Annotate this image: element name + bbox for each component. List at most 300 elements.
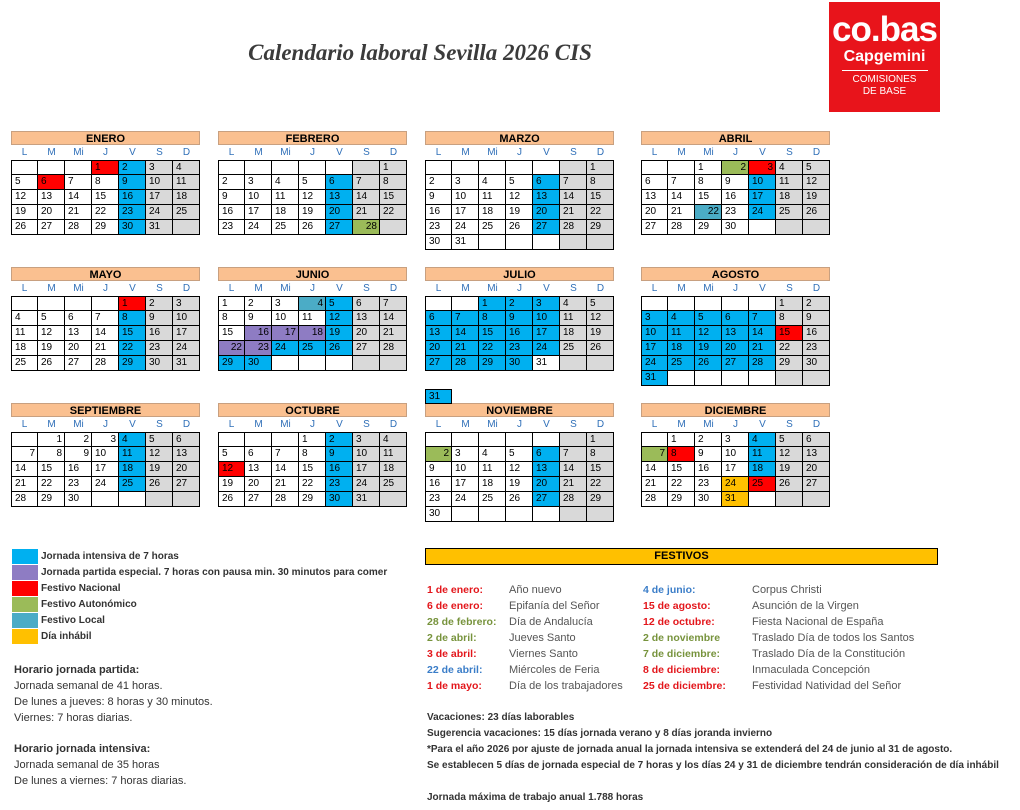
day-cell: 15 bbox=[119, 326, 146, 341]
day-grid bbox=[11, 432, 200, 507]
empty-day-cell bbox=[641, 160, 668, 175]
day-cell: 10 bbox=[92, 447, 119, 462]
day-cell: 13 bbox=[245, 462, 272, 477]
empty-day-cell bbox=[425, 296, 452, 311]
day-cell: 28 bbox=[353, 220, 380, 235]
day-cell: 7 bbox=[353, 175, 380, 190]
weekday-label: V bbox=[336, 283, 343, 294]
weekday-header bbox=[218, 145, 407, 160]
festivo-row bbox=[643, 582, 942, 598]
day-cell: 2 bbox=[695, 432, 722, 447]
day-cell: 3 bbox=[641, 311, 668, 326]
day-cell: 11 bbox=[776, 175, 803, 190]
day-cell: 27 bbox=[38, 220, 65, 235]
day-cell: 18 bbox=[380, 462, 407, 477]
month-abril bbox=[641, 131, 830, 235]
festivo-row bbox=[643, 646, 942, 662]
day-cell: 24 bbox=[641, 356, 668, 371]
day-cell: 16 bbox=[425, 205, 452, 220]
empty-day-cell bbox=[695, 296, 722, 311]
day-cell: 7 bbox=[452, 311, 479, 326]
weekday-header bbox=[11, 145, 200, 160]
day-cell: 12 bbox=[587, 311, 614, 326]
day-cell: 11 bbox=[173, 175, 200, 190]
month-febrero bbox=[218, 131, 407, 235]
day-cell: 20 bbox=[173, 462, 200, 477]
legend-item-autonomico bbox=[12, 596, 387, 612]
day-cell: 19 bbox=[326, 326, 353, 341]
empty-day-cell bbox=[479, 160, 506, 175]
weekday-label: J bbox=[733, 147, 738, 158]
weekday-label: D bbox=[389, 147, 398, 158]
weekday-header bbox=[11, 417, 200, 432]
weekday-label: V bbox=[759, 147, 766, 158]
day-cell: 14 bbox=[92, 326, 119, 341]
month-junio bbox=[218, 267, 407, 371]
day-cell: 23 bbox=[146, 341, 173, 356]
day-cell: 8 bbox=[776, 311, 803, 326]
horario-intensiva-line: De lunes a viernes: 7 horas diarias. bbox=[14, 775, 187, 787]
day-cell: 30 bbox=[695, 492, 722, 507]
empty-day-cell bbox=[452, 160, 479, 175]
festivo-date: 1 de enero: bbox=[427, 584, 484, 596]
day-cell: 30 bbox=[65, 492, 92, 507]
day-cell: 13 bbox=[65, 326, 92, 341]
day-cell: 4 bbox=[11, 311, 38, 326]
empty-day-cell bbox=[92, 492, 119, 507]
day-cell: 6 bbox=[641, 175, 668, 190]
festivo-row bbox=[427, 646, 644, 662]
day-cell: 4 bbox=[299, 296, 326, 311]
day-cell: 5 bbox=[146, 432, 173, 447]
day-cell: 10 bbox=[533, 311, 560, 326]
day-cell: 3 bbox=[722, 432, 749, 447]
day-cell: 9 bbox=[65, 447, 92, 462]
day-cell: 1 bbox=[299, 432, 326, 447]
day-cell: 26 bbox=[146, 477, 173, 492]
festivo-date: 1 de mayo: bbox=[427, 680, 482, 692]
weekday-label: M bbox=[47, 147, 56, 158]
day-cell: 24 bbox=[245, 220, 272, 235]
month-octubre bbox=[218, 403, 407, 507]
day-cell: 29 bbox=[776, 356, 803, 371]
day-cell: 30 bbox=[425, 507, 452, 522]
festivo-name: Día de los trabajadores bbox=[509, 680, 623, 692]
day-cell: 21 bbox=[92, 341, 119, 356]
weekday-label: V bbox=[129, 283, 136, 294]
day-cell: 3 bbox=[173, 296, 200, 311]
day-cell: 14 bbox=[560, 190, 587, 205]
weekday-label: D bbox=[389, 419, 398, 430]
day-cell: 13 bbox=[533, 190, 560, 205]
day-cell: 6 bbox=[326, 175, 353, 190]
weekday-label: Mi bbox=[73, 147, 84, 158]
empty-day-cell bbox=[146, 492, 173, 507]
month-name: SEPTIEMBRE bbox=[11, 403, 200, 417]
day-cell: 16 bbox=[146, 326, 173, 341]
day-grid bbox=[11, 296, 200, 371]
day-cell: 24 bbox=[272, 341, 299, 356]
day-cell: 9 bbox=[722, 175, 749, 190]
weekday-label: L bbox=[435, 283, 442, 294]
day-cell: 28 bbox=[560, 492, 587, 507]
day-cell: 29 bbox=[92, 220, 119, 235]
day-cell: 7 bbox=[668, 175, 695, 190]
weekday-label: J bbox=[517, 283, 522, 294]
empty-day-cell bbox=[272, 160, 299, 175]
month-name: ENERO bbox=[11, 131, 200, 145]
nota-intensiva-text: *Para el año 2026 por ajuste de jornada anual la jornada intensiva se extenderá del 24 de junio al 31 de agosto. bbox=[427, 744, 953, 755]
empty-day-cell bbox=[380, 220, 407, 235]
weekday-label: L bbox=[21, 419, 28, 430]
month-diciembre bbox=[641, 403, 830, 507]
day-cell: 1 bbox=[587, 160, 614, 175]
empty-day-cell bbox=[533, 432, 560, 447]
weekday-label: D bbox=[812, 283, 821, 294]
day-cell: 25 bbox=[668, 356, 695, 371]
day-grid bbox=[425, 432, 614, 522]
weekday-label: J bbox=[517, 419, 522, 430]
day-cell: 6 bbox=[173, 432, 200, 447]
weekday-label: Mi bbox=[703, 283, 714, 294]
logo-line2: DE BASE bbox=[862, 86, 907, 97]
day-cell: 13 bbox=[533, 462, 560, 477]
day-cell: 23 bbox=[326, 477, 353, 492]
weekday-label: M bbox=[461, 147, 470, 158]
day-cell: 31 bbox=[173, 356, 200, 371]
festivo-name: Asunción de la Virgen bbox=[752, 600, 859, 612]
month-name: AGOSTO bbox=[641, 267, 830, 281]
day-cell: 7 bbox=[560, 447, 587, 462]
weekday-label: S bbox=[363, 147, 370, 158]
day-cell: 27 bbox=[326, 220, 353, 235]
day-cell: 1 bbox=[218, 296, 245, 311]
empty-day-cell bbox=[641, 432, 668, 447]
festivo-date: 2 de noviembre bbox=[643, 632, 721, 644]
day-cell: 2 bbox=[218, 175, 245, 190]
empty-day-cell bbox=[326, 356, 353, 371]
day-cell: 21 bbox=[65, 205, 92, 220]
day-cell: 3 bbox=[533, 296, 560, 311]
day-cell: 17 bbox=[245, 205, 272, 220]
day-cell: 13 bbox=[173, 447, 200, 462]
day-cell: 20 bbox=[722, 341, 749, 356]
day-cell: 21 bbox=[380, 326, 407, 341]
weekday-label: D bbox=[596, 419, 605, 430]
weekday-header bbox=[11, 281, 200, 296]
day-cell: 10 bbox=[146, 175, 173, 190]
day-cell: 4 bbox=[560, 296, 587, 311]
festivo-row bbox=[643, 662, 942, 678]
weekday-label: J bbox=[310, 283, 315, 294]
weekday-label: J bbox=[733, 419, 738, 430]
weekday-label: J bbox=[733, 283, 738, 294]
day-cell: 17 bbox=[533, 326, 560, 341]
day-cell: 1 bbox=[587, 432, 614, 447]
weekday-label: M bbox=[47, 419, 56, 430]
day-cell: 22 bbox=[776, 341, 803, 356]
day-cell: 9 bbox=[803, 311, 830, 326]
day-cell: 26 bbox=[218, 492, 245, 507]
weekday-label: L bbox=[651, 283, 658, 294]
day-cell: 15 bbox=[299, 462, 326, 477]
legend bbox=[12, 548, 387, 644]
day-cell: 6 bbox=[533, 447, 560, 462]
day-cell: 19 bbox=[776, 462, 803, 477]
legend-swatch-especial bbox=[12, 565, 38, 580]
day-cell: 27 bbox=[425, 356, 452, 371]
day-cell: 22 bbox=[92, 205, 119, 220]
day-cell: 2 bbox=[425, 447, 452, 462]
month-agosto bbox=[641, 267, 830, 386]
vacaciones-text: Vacaciones: 23 días laborables bbox=[427, 712, 575, 723]
empty-day-cell bbox=[587, 507, 614, 522]
empty-day-cell bbox=[11, 432, 38, 447]
empty-day-cell bbox=[173, 492, 200, 507]
day-cell: 14 bbox=[641, 462, 668, 477]
day-grid bbox=[641, 432, 830, 507]
day-cell: 21 bbox=[452, 341, 479, 356]
festivos-header: FESTIVOS bbox=[425, 548, 938, 565]
day-cell: 3 bbox=[272, 296, 299, 311]
day-cell: 8 bbox=[92, 175, 119, 190]
empty-day-cell bbox=[38, 160, 65, 175]
month-noviembre bbox=[425, 403, 614, 522]
day-cell: 24 bbox=[533, 341, 560, 356]
day-cell: 22 bbox=[479, 341, 506, 356]
day-grid bbox=[11, 160, 200, 235]
day-cell: 16 bbox=[218, 205, 245, 220]
day-cell: 3 bbox=[452, 175, 479, 190]
festivo-name: Año nuevo bbox=[509, 584, 562, 596]
weekday-label: Mi bbox=[280, 147, 291, 158]
weekday-label: D bbox=[182, 147, 191, 158]
day-cell: 18 bbox=[299, 326, 326, 341]
day-cell: 10 bbox=[452, 190, 479, 205]
legend-swatch-local bbox=[12, 613, 38, 628]
day-cell: 28 bbox=[749, 356, 776, 371]
day-cell: 23 bbox=[65, 477, 92, 492]
day-cell: 4 bbox=[119, 432, 146, 447]
weekday-header bbox=[641, 281, 830, 296]
day-cell: 4 bbox=[272, 175, 299, 190]
day-cell: 8 bbox=[218, 311, 245, 326]
weekday-label: S bbox=[570, 283, 577, 294]
horario-partida-title: Horario jornada partida: bbox=[14, 664, 140, 676]
month-enero bbox=[11, 131, 200, 235]
empty-day-cell bbox=[668, 371, 695, 386]
weekday-header bbox=[425, 281, 614, 296]
empty-day-cell bbox=[452, 432, 479, 447]
day-cell: 30 bbox=[506, 356, 533, 371]
weekday-header bbox=[218, 281, 407, 296]
horario-partida-line: De lunes a jueves: 8 horas y 30 minutos. bbox=[14, 696, 213, 708]
day-cell: 15 bbox=[587, 462, 614, 477]
weekday-label: V bbox=[336, 147, 343, 158]
empty-day-cell bbox=[533, 160, 560, 175]
day-cell: 28 bbox=[452, 356, 479, 371]
day-cell: 20 bbox=[245, 477, 272, 492]
day-cell: 17 bbox=[92, 462, 119, 477]
day-cell: 22 bbox=[668, 477, 695, 492]
day-cell: 12 bbox=[695, 326, 722, 341]
weekday-label: L bbox=[651, 147, 658, 158]
day-cell: 9 bbox=[218, 190, 245, 205]
empty-day-cell bbox=[425, 160, 452, 175]
day-cell: 9 bbox=[425, 190, 452, 205]
weekday-header bbox=[425, 145, 614, 160]
empty-day-cell bbox=[803, 371, 830, 386]
weekday-label: V bbox=[759, 283, 766, 294]
day-cell: 11 bbox=[380, 447, 407, 462]
month-name: OCTUBRE bbox=[218, 403, 407, 417]
day-cell: 15 bbox=[38, 462, 65, 477]
day-cell: 23 bbox=[218, 220, 245, 235]
legend-label-autonomico: Festivo Autonómico bbox=[41, 598, 137, 610]
day-cell: 12 bbox=[776, 447, 803, 462]
festivo-row bbox=[643, 630, 942, 646]
day-cell: 6 bbox=[425, 311, 452, 326]
day-cell: 6 bbox=[533, 175, 560, 190]
weekday-label: L bbox=[228, 147, 235, 158]
festivo-row bbox=[643, 678, 942, 694]
empty-day-cell bbox=[479, 235, 506, 250]
weekday-label: L bbox=[21, 147, 28, 158]
day-cell: 5 bbox=[218, 447, 245, 462]
day-cell: 2 bbox=[146, 296, 173, 311]
weekday-label: Mi bbox=[73, 419, 84, 430]
festivo-row bbox=[427, 614, 644, 630]
day-cell: 12 bbox=[803, 175, 830, 190]
day-cell: 15 bbox=[479, 326, 506, 341]
festivo-name: Festividad Natividad del Señor bbox=[752, 680, 902, 692]
day-cell: 20 bbox=[533, 477, 560, 492]
day-cell: 31 bbox=[353, 492, 380, 507]
day-cell: 10 bbox=[722, 447, 749, 462]
legend-label-inhabil: Día inhábil bbox=[41, 630, 92, 642]
day-cell: 1 bbox=[668, 432, 695, 447]
day-cell: 6 bbox=[38, 175, 65, 190]
weekday-label: M bbox=[461, 283, 470, 294]
day-cell: 30 bbox=[425, 235, 452, 250]
day-cell: 26 bbox=[326, 341, 353, 356]
empty-day-cell bbox=[749, 371, 776, 386]
weekday-label: Mi bbox=[703, 419, 714, 430]
empty-day-cell bbox=[560, 432, 587, 447]
day-cell: 1 bbox=[119, 296, 146, 311]
day-cell: 16 bbox=[326, 462, 353, 477]
day-cell: 27 bbox=[722, 356, 749, 371]
day-cell: 22 bbox=[218, 341, 245, 356]
empty-day-cell bbox=[560, 235, 587, 250]
day-cell: 28 bbox=[668, 220, 695, 235]
day-cell: 24 bbox=[749, 205, 776, 220]
day-cell: 10 bbox=[272, 311, 299, 326]
day-cell: 27 bbox=[353, 341, 380, 356]
horario-partida-line: Jornada semanal de 41 horas. bbox=[14, 680, 163, 692]
day-cell: 6 bbox=[722, 311, 749, 326]
empty-day-cell bbox=[803, 492, 830, 507]
weekday-label: J bbox=[103, 147, 108, 158]
weekday-label: D bbox=[182, 419, 191, 430]
festivo-date: 6 de enero: bbox=[427, 600, 484, 612]
day-cell: 4 bbox=[479, 447, 506, 462]
weekday-label: M bbox=[254, 147, 263, 158]
month-julio bbox=[425, 267, 614, 371]
day-cell: 20 bbox=[533, 205, 560, 220]
empty-day-cell bbox=[380, 356, 407, 371]
day-cell: 19 bbox=[695, 341, 722, 356]
day-cell: 3 bbox=[92, 432, 119, 447]
day-cell: 27 bbox=[533, 220, 560, 235]
day-cell: 10 bbox=[452, 462, 479, 477]
day-cell: 24 bbox=[452, 220, 479, 235]
empty-day-cell bbox=[533, 507, 560, 522]
legend-label-local: Festivo Local bbox=[41, 614, 105, 626]
day-cell: 27 bbox=[245, 492, 272, 507]
day-cell: 6 bbox=[803, 432, 830, 447]
julio-extra-day: 31 bbox=[425, 389, 452, 404]
logo-company: Capgemini bbox=[843, 48, 926, 65]
festivo-row bbox=[427, 662, 644, 678]
empty-day-cell bbox=[218, 432, 245, 447]
day-cell: 3 bbox=[749, 160, 776, 175]
empty-day-cell bbox=[272, 432, 299, 447]
weekday-label: V bbox=[129, 147, 136, 158]
weekday-header bbox=[641, 145, 830, 160]
day-cell: 3 bbox=[245, 175, 272, 190]
weekday-label: V bbox=[129, 419, 136, 430]
festivo-name: Jueves Santo bbox=[509, 632, 576, 644]
festivo-name: Viernes Santo bbox=[509, 648, 578, 660]
day-cell: 20 bbox=[353, 326, 380, 341]
day-cell: 29 bbox=[299, 492, 326, 507]
day-cell: 17 bbox=[749, 190, 776, 205]
day-cell: 13 bbox=[38, 190, 65, 205]
weekday-label: V bbox=[759, 419, 766, 430]
day-cell: 7 bbox=[749, 311, 776, 326]
day-cell: 7 bbox=[560, 175, 587, 190]
day-cell: 23 bbox=[119, 205, 146, 220]
empty-day-cell bbox=[668, 160, 695, 175]
day-cell: 27 bbox=[533, 492, 560, 507]
day-cell: 13 bbox=[353, 311, 380, 326]
day-cell: 17 bbox=[146, 190, 173, 205]
day-cell: 25 bbox=[560, 341, 587, 356]
day-cell: 17 bbox=[641, 341, 668, 356]
day-cell: 28 bbox=[641, 492, 668, 507]
day-cell: 26 bbox=[506, 492, 533, 507]
month-name: NOVIEMBRE bbox=[425, 403, 614, 417]
day-cell: 11 bbox=[119, 447, 146, 462]
day-cell: 2 bbox=[506, 296, 533, 311]
day-cell: 28 bbox=[11, 492, 38, 507]
weekday-label: L bbox=[21, 283, 28, 294]
day-cell: 12 bbox=[299, 190, 326, 205]
day-cell: 18 bbox=[272, 205, 299, 220]
day-cell: 27 bbox=[65, 356, 92, 371]
day-cell: 27 bbox=[641, 220, 668, 235]
day-cell: 8 bbox=[38, 447, 65, 462]
festivo-date: 8 de diciembre: bbox=[643, 664, 721, 676]
empty-day-cell bbox=[119, 492, 146, 507]
empty-day-cell bbox=[803, 220, 830, 235]
day-cell: 19 bbox=[218, 477, 245, 492]
weekday-label: S bbox=[786, 147, 793, 158]
month-marzo bbox=[425, 131, 614, 250]
day-cell: 21 bbox=[560, 205, 587, 220]
day-cell: 5 bbox=[587, 296, 614, 311]
